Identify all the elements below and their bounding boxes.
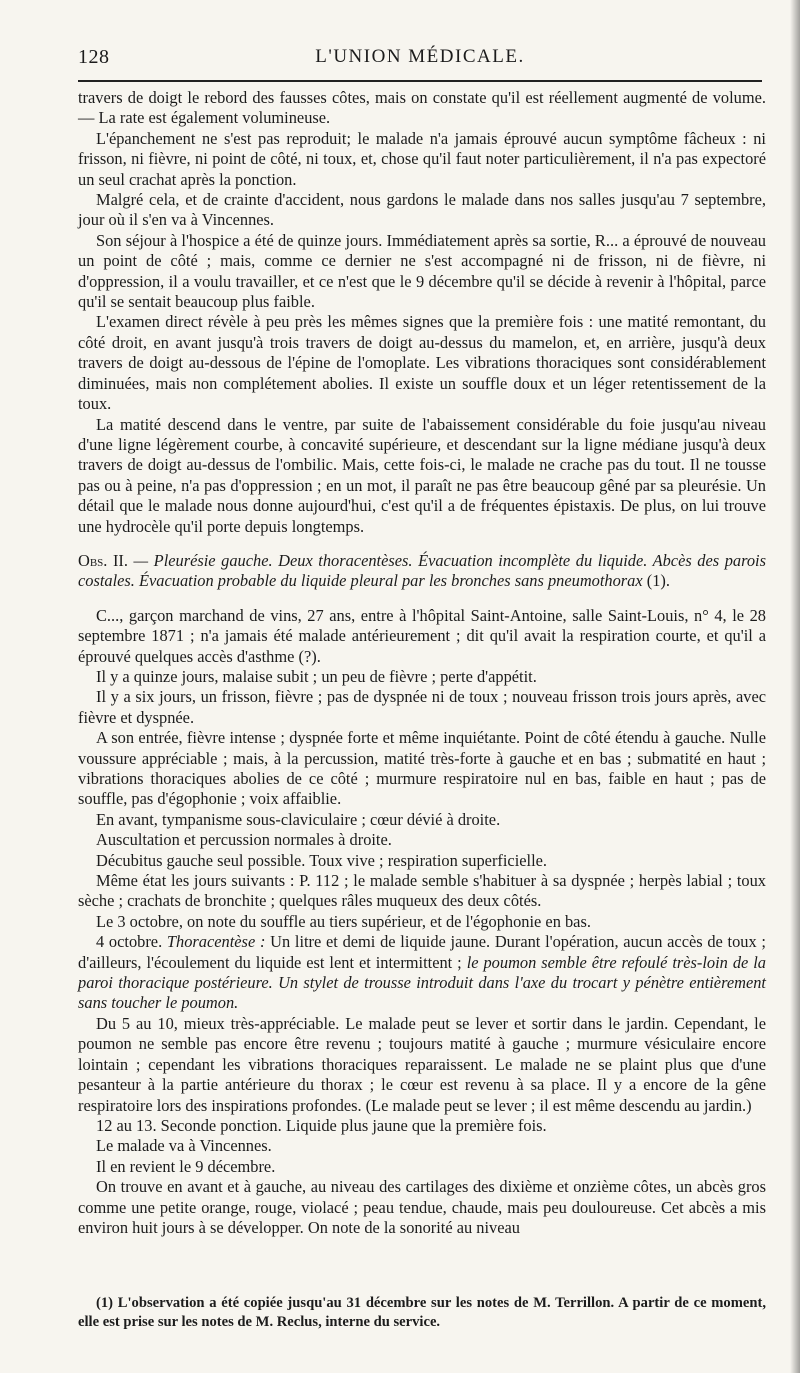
observation-label: Obs. II. — [78, 550, 128, 570]
case-paragraph: Décubitus gauche seul possible. Toux vive ; respiration superficielle. — [96, 850, 547, 870]
paragraph: Son séjour à l'hospice a été de quinze jours. Immédiatement après sa sortie, R... a éprouvé de nouveau un point de côté ; mais, comme ce dernier ne s'est accompagné ni de frisson, ni de fièvre, ni d'oppression, il a voulu travailler, et ce n'est que le 9 décembre qu'il se décide à revenir à l'hôpital, parce qu'il se sentait beaucoup plus faible. — [78, 230, 766, 312]
running-title: L'UNION MÉDICALE. — [315, 46, 525, 67]
thoracentese-italic-text: le poumon semble être refoulé très-loin de la paroi thoracique postérieure. Un stylet de trousse introduit dans l'axe du trocart y pénètre entièrement sans toucher le poumon. — [78, 952, 766, 1013]
page-edge-shadow — [790, 0, 800, 1373]
case-paragraph: Même état les jours suivants : P. 112 ; le malade semble s'habituer à sa dyspnée ; herpès labial ; toux sèche ; crachats de bronchite ; quelques râles muqueux des deux côtés. — [78, 871, 766, 911]
header-rule — [78, 80, 762, 82]
case-paragraph: On trouve en avant et à gauche, au niveau des cartilages des dixième et onzième côtes, un abcès gros comme une petite orange, rouge, violacé ; peau tendue, chaude, mais peu douloureuse. Cet abcès a mis environ huit jours à se développer. On note de la sonorité au niveau — [78, 1177, 766, 1237]
case-paragraph: 12 au 13. Seconde ponction. Liquide plus jaune que la première fois. — [96, 1115, 547, 1135]
paragraph: L'épanchement ne s'est pas reproduit; le malade n'a jamais éprouvé aucun symptôme fâcheux : ni frisson, ni fièvre, ni point de côté, ni toux, et, chose qu'il faut noter particulièrement, il n'a pas expectoré un seul crachat après la ponction. — [78, 128, 766, 189]
paragraph: Malgré cela, et de crainte d'accident, nous gardons le malade dans nos salles jusqu'au 7 septembre, jour où il s'en va à Vincennes. — [78, 190, 766, 230]
case-paragraph: Il en revient le 9 décembre. — [96, 1156, 276, 1176]
case-paragraph: Le malade va à Vincennes. — [96, 1136, 272, 1156]
case-paragraph: Le 3 octobre, on note du souffle au tiers supérieur, et de l'égophonie en bas. — [96, 911, 591, 931]
observation-title: — Pleurésie gauche. Deux thoracentèses. Évacuation incomplète du liquide. Abcès des parois costales. Évacuation probable du liquide pleural par les bronches sans pneumothorax — [78, 550, 766, 591]
paragraph: L'examen direct révèle à peu près les mêmes signes que la première fois : une matité remontant, du côté droit, en avant jusqu'à trois travers de doigt au-dessus du mamelon, et, en arrière, jusqu'à deux travers de doigt au-dessous de l'épine de l'omoplate. Les vibrations thoraciques sont considérablement diminuées, mais non complétement abolies. Il existe un souffle doux et un léger retentissement de la toux. — [78, 312, 766, 414]
case-paragraph: Il y a quinze jours, malaise subit ; un peu de fièvre ; perte d'appétit. — [96, 666, 537, 686]
footnote-reference: (1). — [646, 571, 670, 591]
page-number: 128 — [78, 46, 110, 68]
thoracentese-label: Thoracentèse : — [166, 932, 266, 952]
page-header — [78, 46, 762, 72]
body-text — [78, 88, 766, 1238]
case-paragraph: Du 5 au 10, mieux très-appréciable. Le malade peut se lever et sortir dans le jardin. Cependant, le poumon ne semble pas encore être revenu ; toujours matité à gauche ; murmure vésiculaire encore lointain ; cependant les vibrations thoraciques reparaissent. Le malade ne se plaint plus que d'une pesanteur à la partie antérieure du thorax ; le cœur est revenu à sa place. Il y a encore de la gêne respiratoire lors des inspirations profondes. (Le malade peut se lever ; il est même descendu au jardin.) — [78, 1013, 766, 1115]
thoracentese-paragraph — [78, 932, 766, 1014]
case-paragraph: En avant, tympanisme sous-claviculaire ; cœur dévié à droite. — [96, 809, 501, 829]
thoracentese-date: 4 octobre. — [96, 932, 163, 952]
thoracentese-text: Un litre et demi de liquide jaune. Durant l'opération, aucun accès de toux ; d'ailleurs, l'écoulement du liquide est lent et intermittent ; — [78, 932, 766, 972]
case-paragraph: Auscultation et percussion normales à droite. — [96, 830, 392, 850]
case-paragraph: A son entrée, fièvre intense ; dyspnée forte et même inquiétante. Point de côté étendu à gauche. Nulle voussure appréciable ; mais, à la percussion, matité très-forte à gauche et en bas ; submatité en haut ; vibrations thoraciques abolies de ce côté ; murmure respiratoire nul en bas, faible en haut ; pas de souffle, pas d'égophonie ; voix affaiblie. — [78, 728, 766, 809]
paragraph: La matité descend dans le ventre, par suite de l'abaissement considérable du foie jusqu'au niveau d'une ligne légèrement courbe, à concavité supérieure, et descendant sur la ligne médiane jusqu'à deux travers de doigt au-dessus de l'ombilic. Mais, cette fois-ci, le malade ne crache pas du tout. Il ne tousse pas ou à peine, n'a pas d'oppression ; en un mot, il paraît ne pas être beaucoup gêné par sa pleurésie. Un détail que le malade nous donne aujourd'hui, c'est qu'il a de fréquentes épistaxis. De plus, on lui trouve une hydrocèle qu'il porte depuis longtemps. — [78, 414, 766, 536]
observation-heading — [78, 551, 766, 592]
footnote: (1) L'observation a été copiée jusqu'au 31 décembre sur les notes de M. Terrillon. A partir de ce moment, elle est prise sur les notes de M. Reclus, interne du service. — [78, 1295, 766, 1330]
case-paragraph: C..., garçon marchand de vins, 27 ans, entre à l'hôpital Saint-Antoine, salle Saint-Louis, n° 4, le 28 septembre 1871 ; n'a jamais été malade antérieurement ; dit qu'il avait la respiration courte, et qu'il a éprouvé quelques accès d'asthme (?). — [78, 605, 766, 666]
case-paragraph: Il y a six jours, un frisson, fièvre ; pas de dyspnée ni de toux ; nouveau frisson trois jours après, avec fièvre et dyspnée. — [78, 687, 766, 727]
footnote-area — [78, 1294, 766, 1332]
paragraph: travers de doigt le rebord des fausses côtes, mais on constate qu'il est réellement augmenté de volume. — La rate est également volumineuse. — [78, 88, 766, 128]
